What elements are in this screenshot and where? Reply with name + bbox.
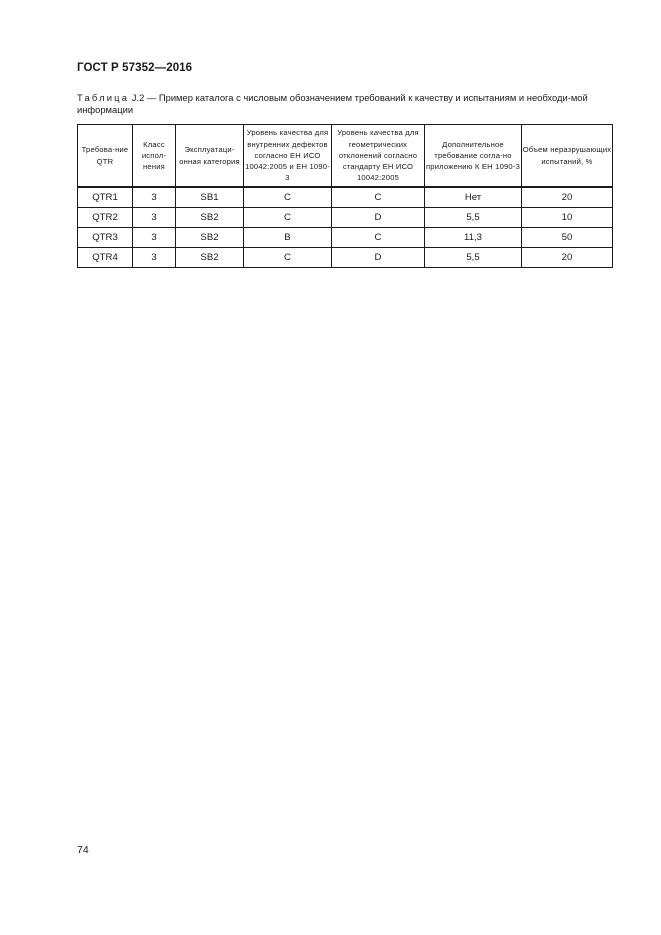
column-header-category: Эксплуатаци-онная категория (176, 125, 244, 188)
table-row (78, 208, 613, 228)
table-cell: QTR4 (78, 248, 133, 268)
table-cell: D (332, 248, 425, 268)
table-cell: 3 (133, 187, 176, 208)
table-cell: C (244, 187, 332, 208)
table-cell: 3 (133, 248, 176, 268)
table-row (78, 187, 613, 208)
table-cell: QTR1 (78, 187, 133, 208)
table-cell: C (332, 187, 425, 208)
table-cell: D (332, 208, 425, 228)
table-cell: SB1 (176, 187, 244, 208)
table-cell: 3 (133, 228, 176, 248)
table-caption-text: J.2 — Пример каталога с числовым обозначением требований к качеству и испытаниям и необходи-мой информации (77, 92, 588, 115)
table-cell: B (244, 228, 332, 248)
table-cell: SB2 (176, 228, 244, 248)
column-header-internal-defects: Уровень качества для внутренних дефектов согласно ЕН ИСО 10042:2005 и ЕН 1090-3 (244, 125, 332, 188)
table-cell: SB2 (176, 248, 244, 268)
table-cell: SB2 (176, 208, 244, 228)
page-number: 74 (77, 844, 89, 856)
column-header-geometric-deviations: Уровень качества для геометрических отклонений согласно стандарту ЕН ИСО 10042:2005 (332, 125, 425, 188)
table-header-row (78, 125, 613, 188)
table-cell: 20 (522, 248, 613, 268)
standard-code: ГОСТ Р 57352—2016 (77, 62, 193, 74)
table-cell: 11,3 (425, 228, 522, 248)
table-cell: 20 (522, 187, 613, 208)
table-row (78, 228, 613, 248)
table-cell: 5,5 (425, 248, 522, 268)
table-cell: C (244, 208, 332, 228)
table-cell: 5,5 (425, 208, 522, 228)
column-header-ndt-volume: Объем неразрушающих испытаний, % (522, 125, 613, 188)
table-cell: 50 (522, 228, 613, 248)
table-cell: C (244, 248, 332, 268)
catalog-table (77, 124, 613, 268)
table-caption (77, 92, 607, 116)
table-cell: 3 (133, 208, 176, 228)
table-cell: QTR3 (78, 228, 133, 248)
table-caption-label: Таблица (77, 92, 130, 103)
table-cell: QTR2 (78, 208, 133, 228)
table-cell: 10 (522, 208, 613, 228)
column-header-additional-requirement: Дополнительное требование согла-но приложению К ЕН 1090-3 (425, 125, 522, 188)
table-cell: C (332, 228, 425, 248)
column-header-qtr: Требова-ние QTR (78, 125, 133, 188)
table-cell: Нет (425, 187, 522, 208)
table-row (78, 248, 613, 268)
column-header-class: Класс испол-нения (133, 125, 176, 188)
